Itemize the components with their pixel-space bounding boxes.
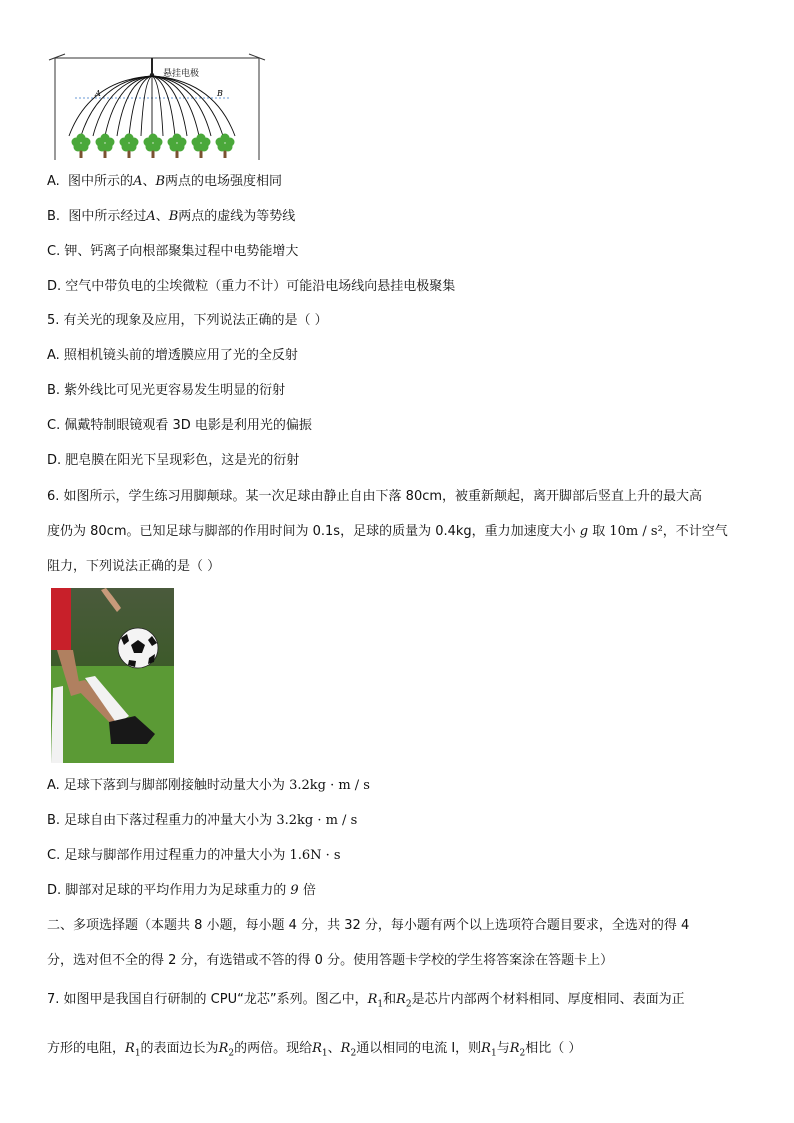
tree-icon bbox=[168, 134, 187, 159]
q6-option-a: A. 足球下落到与脚部刚接触时动量大小为 3.2kg · m / s bbox=[47, 778, 370, 793]
tree-icon bbox=[144, 134, 163, 159]
q4-option-d: D. 空气中带负电的尘埃微粒（重力不计）可能沿电场线向悬挂电极聚集 bbox=[47, 279, 456, 294]
q6-stem-line1: 6. 如图所示，学生练习用脚颠球。某一次足球由静止自由下落 80cm，被重新颠起，离开脚部后竖直上升的最大高 bbox=[47, 489, 703, 504]
q5-option-c: C. 佩戴特制眼镜观看 3D 电影是利用光的偏振 bbox=[47, 418, 312, 433]
q5-option-b: B. 紫外线比可见光更容易发生明显的衍射 bbox=[47, 383, 286, 398]
q5-stem: 5. 有关光的现象及应用，下列说法正确的是（ ） bbox=[47, 313, 328, 328]
electrode-label: 悬挂电极 bbox=[163, 69, 200, 79]
q4-option-b: B. 图中所示经过A、B两点的虚线为等势线 bbox=[47, 209, 296, 224]
section2-instructions-line1: 二、多项选择题（本题共 8 小题，每小题 4 分，共 32 分，每小题有两个以上选项符合题目要求，全选对的得 4 bbox=[47, 918, 690, 933]
electric-field-diagram bbox=[47, 52, 267, 164]
field-line bbox=[141, 76, 152, 136]
q5-option-d: D. 肥皂膜在阳光下呈现彩色，这是光的衍射 bbox=[47, 453, 300, 468]
q6-option-d: D. 脚部对足球的平均作用力为足球重力的 9 倍 bbox=[47, 883, 316, 898]
q4-option-c: C. 钾、钙离子向根部聚集过程中电势能增大 bbox=[47, 244, 299, 259]
tree-icon bbox=[216, 134, 235, 159]
football-juggling-photo bbox=[51, 588, 174, 763]
field-line bbox=[152, 76, 163, 136]
q6-option-b: B. 足球自由下落过程重力的冲量大小为 3.2kg · m / s bbox=[47, 813, 358, 828]
q6-stem-line2: 度仍为 80cm。已知足球与脚部的作用时间为 0.1s，足球的质量为 0.4kg，重力加速度大小 g 取 10m / s²，不计空气 bbox=[47, 524, 728, 539]
section2-instructions-line2: 分，选对但不全的得 2 分，有选错或不答的得 0 分。使用答题卡学校的学生将答案涂在答题卡上） bbox=[47, 953, 614, 968]
field-line bbox=[105, 76, 152, 136]
q7-stem-line1: 7. 如图甲是我国自行研制的 CPU“龙芯”系列。图乙中，$R_1$和$R_2$是芯片内部两个材料相同、厚度相同、表面为正 bbox=[47, 992, 685, 1010]
field-line bbox=[69, 76, 152, 136]
q6-option-c: C. 足球与脚部作用过程重力的冲量大小为 1.6N · s bbox=[47, 848, 341, 863]
point-a-label: A bbox=[95, 89, 101, 98]
q7-stem-line2: 方形的电阻，$R_1$的表面边长为$R_2$的两倍。现给$R_1$、$R_2$通以相同的电流 I，则$R_1$与$R_2$相比（ ） bbox=[47, 1041, 582, 1059]
field-line bbox=[129, 76, 152, 136]
field-line bbox=[152, 76, 235, 136]
tree-icon bbox=[72, 134, 91, 159]
field-line bbox=[152, 76, 199, 136]
tree-icon bbox=[96, 134, 115, 159]
field-line bbox=[152, 76, 175, 136]
tree-icon bbox=[192, 134, 211, 159]
q4-option-a: A. 图中所示的A、B两点的电场强度相同 bbox=[47, 174, 283, 189]
q6-stem-line3: 阻力，下列说法正确的是（ ） bbox=[47, 559, 221, 574]
tree-icon bbox=[120, 134, 139, 159]
point-b-label: B bbox=[217, 89, 223, 98]
q5-option-a: A. 照相机镜头前的增透膜应用了光的全反射 bbox=[47, 348, 298, 363]
